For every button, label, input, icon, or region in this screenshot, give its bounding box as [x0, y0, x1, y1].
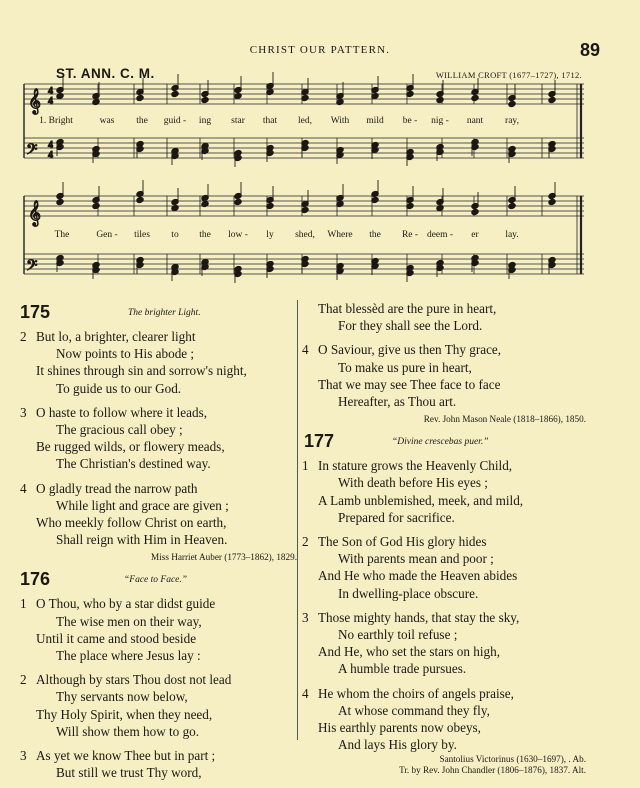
verse-text: A humble trade pursues. — [338, 661, 467, 677]
notehead — [136, 196, 144, 203]
verse-line — [302, 609, 586, 626]
verse-text: As yet we know Thee but in part ; — [36, 748, 216, 764]
verse-text: His earthly parents now obeys, — [318, 720, 481, 736]
stanza — [20, 480, 295, 549]
verse-text: And He, who set the stars on high, — [318, 644, 501, 660]
verse-text: Hereafter, as Thou art. — [338, 394, 457, 410]
verse-text: Those mighty hands, that stay the sky, — [318, 609, 520, 625]
tune-name: ST. ANN. C. M. — [56, 66, 155, 81]
stanza-number: 1 — [20, 596, 27, 612]
verse-text: But lo, a brighter, clearer light — [36, 329, 196, 344]
verse-text: But still we trust Thy word, — [56, 765, 202, 781]
verse-text: O Thou, who by a star didst guide — [36, 596, 216, 612]
stanza-number: 2 — [20, 329, 27, 344]
stanza-number: 2 — [302, 534, 309, 550]
verse-line — [318, 643, 586, 660]
tune-composer: WILLIAM CROFT (1677–1727), 1712. — [435, 70, 582, 80]
hymn-number-175: 175 — [20, 302, 51, 322]
verse-line — [318, 376, 586, 393]
verse-text: In stature grows the Heavenly Child, — [318, 458, 513, 474]
hymn-176-credit: Rev. John Mason Neale (1818–1866), 1850. — [423, 414, 586, 425]
time-signature: 4 — [48, 150, 53, 161]
notehead — [92, 202, 100, 209]
verse-text: O haste to follow where it leads, — [36, 404, 208, 420]
stanza-number: 3 — [20, 404, 27, 420]
lyric-syllable: 1. Bright — [39, 116, 73, 126]
lyric-syllable: mild — [366, 116, 384, 126]
verse-line — [36, 497, 295, 514]
lyric-syllable: lay. — [505, 230, 519, 240]
notehead — [171, 204, 179, 211]
verse-line — [20, 747, 295, 764]
lyric-syllable: Re - — [401, 230, 419, 240]
lyric-syllable: Gen - — [96, 230, 118, 240]
lyric-syllable: ray, — [505, 116, 519, 126]
hymn-number-177: 177 — [304, 431, 335, 452]
verse-text: While light and grace are given ; — [56, 497, 229, 513]
verse-line — [36, 362, 295, 379]
stanza — [20, 747, 295, 781]
verse-line — [318, 474, 586, 491]
verse-text: The gracious call obey ; — [56, 422, 183, 438]
stanza-number: 1 — [302, 458, 309, 474]
verse-line — [318, 509, 586, 526]
hymn-176-subtitle: “Face to Face.” — [124, 575, 188, 586]
stanza-number: 4 — [302, 685, 309, 701]
hymn-176-continued — [302, 300, 586, 410]
verse-text: With death before His eyes ; — [338, 475, 488, 491]
hymn-177-subtitle: “Divine crescebas puer.” — [392, 437, 489, 448]
verse-text: To guide us to our God. — [56, 380, 182, 396]
stanza — [302, 533, 586, 602]
lyric-syllable: nant — [466, 116, 484, 126]
verse-line — [36, 647, 295, 664]
time-signature: 4 — [48, 86, 53, 97]
verse-line — [36, 723, 295, 740]
right-column — [302, 300, 586, 786]
hymn-175-subtitle: The brighter Light. — [128, 308, 201, 318]
stanza — [20, 595, 295, 664]
verse-line — [318, 359, 586, 376]
notehead — [548, 198, 556, 205]
notehead — [171, 90, 179, 97]
verse-line — [318, 585, 586, 602]
hymn-175-credit: Miss Harriet Auber (1773–1862), 1829. — [151, 552, 297, 563]
lyric-syllable: low - — [228, 230, 248, 240]
verse-line — [20, 404, 295, 421]
stanza-number: 2 — [20, 672, 27, 688]
verse-text: At whose command they fly, — [338, 702, 490, 718]
verse-text: Shall reign with Him in Heaven. — [56, 532, 228, 548]
verse-line — [302, 533, 586, 550]
verse-line — [36, 613, 295, 630]
verse-text: The wise men on their way, — [56, 613, 202, 629]
verse-text: And He who made the Heaven abides — [318, 568, 518, 584]
stanza — [302, 609, 586, 678]
notehead — [508, 202, 516, 209]
verse-line — [20, 328, 295, 345]
stanza-number: 3 — [20, 748, 27, 764]
verse-line — [302, 457, 586, 474]
lyric-syllable: With — [330, 116, 350, 126]
verse-text: That we may see Thee face to face — [318, 376, 501, 392]
notehead — [56, 198, 64, 205]
lyric-syllable: guid - — [163, 116, 187, 126]
verse-text: He whom the choirs of angels praise, — [318, 685, 514, 701]
hymn-177-credit-1: Santolius Victorinus (1630–1697), . Ab. — [439, 754, 586, 765]
verse-line — [20, 480, 295, 497]
stanza — [302, 457, 586, 526]
stanza — [302, 341, 586, 410]
stanza-number: 3 — [302, 609, 309, 625]
lyric-syllable: er — [471, 230, 479, 240]
lyric-syllable: The — [54, 230, 70, 240]
page-number: 89 — [579, 40, 600, 60]
verse-text: Until it came and stood beside — [36, 630, 197, 646]
hymn-175-stanzas — [20, 328, 295, 548]
lyric-syllable: ing — [198, 116, 212, 126]
lyric-syllable: the — [136, 116, 148, 126]
bass-clef-icon: 𝄢 — [26, 257, 38, 277]
notehead — [201, 200, 209, 207]
lyric-syllable: was — [99, 116, 115, 126]
verse-line — [36, 421, 295, 438]
treble-clef-icon: 𝄞 — [28, 88, 42, 113]
lyric-syllable: Where — [327, 230, 353, 240]
verse-text: The place where Jesus lay : — [56, 648, 201, 664]
notehead — [436, 96, 444, 103]
notehead — [471, 94, 479, 101]
verse-text: Thy servants now below, — [56, 689, 188, 705]
notehead — [201, 96, 209, 103]
stanza-number: 4 — [20, 480, 27, 496]
verse-line — [36, 345, 295, 362]
verse-line — [318, 626, 586, 643]
verse-text: Prepared for sacrifice. — [338, 509, 455, 525]
lyric-syllable: led, — [298, 116, 312, 126]
verse-line — [302, 685, 586, 702]
time-signature: 4 — [48, 96, 53, 107]
verse-line — [318, 719, 586, 736]
verse-line — [36, 688, 295, 705]
verse-line — [36, 531, 295, 548]
verse-line — [36, 455, 295, 472]
stanza — [20, 404, 295, 473]
notehead — [234, 92, 242, 99]
lyric-syllable: be - — [402, 116, 418, 126]
stanza — [20, 328, 295, 397]
lyric-syllable: ly — [266, 230, 274, 240]
verse-text: Who meekly follow Christ on earth, — [36, 515, 227, 531]
hymn-177-credit-2: Tr. by Rev. John Chandler (1806–1876), 1837. Alt. — [399, 765, 586, 776]
verse-text: Will show them how to go. — [56, 723, 200, 739]
verse-text: Thy Holy Spirit, when they need, — [36, 706, 213, 722]
lyric-syllable: the — [199, 230, 211, 240]
lyric-syllable: shed, — [295, 230, 315, 240]
verse-text: In dwelling-place obscure. — [338, 585, 479, 601]
lyric-syllable: tiles — [134, 230, 150, 240]
notehead — [234, 198, 242, 205]
lyric-syllable: nig - — [431, 116, 449, 126]
verse-text: O gladly tread the narrow path — [36, 480, 198, 496]
notehead — [92, 98, 100, 105]
verse-line — [20, 595, 295, 612]
verse-text: No earthly toil refuse ; — [338, 627, 458, 643]
music-notation — [0, 0, 640, 290]
hymn-176-stanzas — [20, 595, 295, 781]
verse-line — [36, 630, 295, 647]
stanza — [20, 671, 295, 740]
hymn-177-stanzas — [302, 457, 586, 753]
verse-line — [302, 341, 586, 358]
left-column — [20, 302, 297, 788]
verse-line: That blessèd are the pure in heart, — [318, 301, 497, 316]
notehead — [548, 96, 556, 103]
lyric-syllable: the — [369, 230, 381, 240]
verse-text: The Son of God His glory hides — [318, 534, 487, 550]
verse-line — [318, 550, 586, 567]
verse-line: For they shall see the Lord. — [338, 318, 483, 334]
verse-text: Although by stars Thou dost not lead — [36, 672, 232, 688]
verse-text: The Christian's destined way. — [56, 456, 211, 472]
lyric-syllable: to — [171, 230, 179, 240]
running-head: CHRIST OUR PATTERN. — [249, 44, 391, 56]
verse-line — [318, 393, 586, 410]
column-divider — [297, 300, 298, 740]
verse-line — [318, 702, 586, 719]
lyric-syllable: star — [231, 116, 245, 126]
notehead — [436, 204, 444, 211]
stanza — [302, 685, 586, 754]
verse-text: A Lamb unblemished, meek, and mild, — [318, 492, 524, 508]
verse-text: And lays His glory by. — [338, 737, 457, 753]
treble-clef-icon: 𝄞 — [28, 200, 42, 225]
hymn-number-176: 176 — [20, 569, 51, 590]
verse-line — [318, 492, 586, 509]
lyric-syllable: deem - — [426, 230, 454, 240]
verse-line — [36, 514, 295, 531]
verse-line — [318, 660, 586, 677]
stanza — [318, 300, 586, 334]
verse-line — [318, 567, 586, 584]
verse-line — [36, 706, 295, 723]
verse-line — [36, 438, 295, 455]
bass-clef-icon: 𝄢 — [26, 141, 38, 161]
lyric-syllable: that — [262, 116, 278, 126]
verse-line — [36, 764, 295, 781]
time-signature: 4 — [48, 140, 53, 151]
notehead — [136, 94, 144, 101]
verse-text: It shines through sin and sorrow's night, — [36, 363, 247, 379]
verse-line — [20, 671, 295, 688]
verse-text: Be rugged wilds, or flowery meads, — [36, 439, 225, 455]
stanza-number: 4 — [302, 342, 309, 358]
notehead — [508, 100, 516, 107]
notehead — [56, 92, 64, 99]
verse-line — [36, 380, 295, 397]
verse-text: To make us pure in heart, — [338, 359, 472, 375]
verse-line — [318, 736, 586, 753]
notehead — [471, 208, 479, 215]
verse-text: O Saviour, give us then Thy grace, — [318, 342, 502, 358]
verse-text: Now points to His abode ; — [56, 346, 195, 362]
verse-text: With parents mean and poor ; — [338, 551, 494, 567]
